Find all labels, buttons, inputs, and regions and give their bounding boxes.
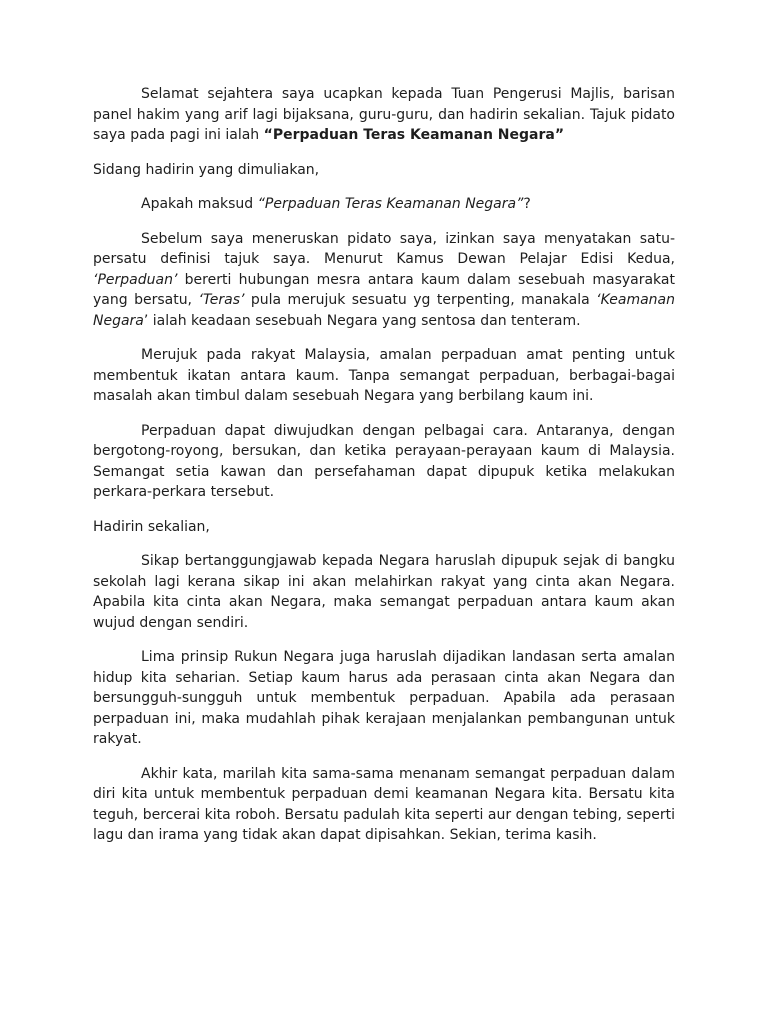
term-keamanan-negara: ‘Keamanan Negara bbox=[93, 292, 676, 329]
paragraph-ways: Perpaduan dapat diwujudkan dengan pelbagai cara. Antaranya, dengan bergotong-royong, bersukan, dan ketika perayaan-perayaan kaum di Malaysia. Semangat setia kawan dan persefahaman dapat dipupuk ketika melakukan perkara-perkara tersebut. bbox=[93, 422, 675, 500]
question-after: ? bbox=[523, 196, 531, 212]
speech-title: “Perpaduan Teras Keamanan Negara” bbox=[263, 127, 565, 143]
paragraph-greeting-1: Sidang hadirin yang dimuliakan, bbox=[93, 161, 320, 178]
term-teras: ‘Teras’ bbox=[198, 292, 245, 308]
question-title: “Perpaduan Teras Keamanan Negara” bbox=[257, 196, 524, 212]
paragraph-malaysia: Merujuk pada rakyat Malaysia, amalan perpaduan amat penting untuk membentuk ikatan antara kaum. Tanpa semangat perpaduan, berbagai-bagai masalah akan timbul dalam sesebuah Negara yang berbilang kaum ini. bbox=[93, 347, 675, 404]
term-perpaduan: ‘Perpaduan’ bbox=[93, 271, 178, 288]
paragraph-responsibility: Sikap bertanggungjawab kepada Negara haruslah dipupuk sejak di bangku sekolah lagi kerana sikap ini akan melahirkan rakyat yang cinta akan Negara. Apabila kita cinta akan Negara, maka semangat perpaduan antara kaum akan wujud dengan sendiri. bbox=[93, 553, 675, 631]
definition-text-3: pula merujuk sesuatu yg terpenting, manakala bbox=[244, 292, 597, 308]
paragraph-opening bbox=[93, 84, 675, 146]
definition-text-1: Sebelum saya meneruskan pidato saya, izinkan saya menyatakan satu-persatu definisi tajuk saya. Menurut Kamus Dewan Pelajar Edisi Kedua, bbox=[93, 230, 675, 267]
definition-text-2: bererti hubungan mesra antara kaum dalam sesebuah masyarakat yang bersatu, bbox=[93, 271, 675, 308]
opening-text: Selamat sejahtera saya ucapkan kepada Tuan Pengerusi Majlis, barisan panel hakim yang arif lagi bijaksana, guru-guru, dan hadirin sekalian. Tajuk pidato saya pada pagi ini ialah bbox=[93, 86, 675, 143]
speech-document bbox=[93, 84, 675, 860]
paragraph-question bbox=[141, 194, 675, 215]
paragraph-closing: Akhir kata, marilah kita sama-sama menanam semangat perpaduan dalam diri kita untuk membentuk perpaduan demi keamanan Negara kita. Bersatu kita teguh, bercerai kita roboh. Bersatu padulah kita seperti aur dengan tebing, seperti lagu dan irama yang tidak akan dapat dipisahkan. Sekian, terima kasih. bbox=[93, 765, 675, 843]
question-before: Apakah maksud bbox=[141, 196, 258, 212]
paragraph-greeting-2: Hadirin sekalian, bbox=[93, 518, 210, 535]
definition-text-4: ’ ialah keadaan sesebuah Negara yang sentosa dan tenteram. bbox=[143, 312, 581, 329]
paragraph-rukun-negara: Lima prinsip Rukun Negara juga haruslah dijadikan landasan serta amalan hidup kita seharian. Setiap kaum harus ada perasaan cinta akan Negara dan bersungguh-sungguh untuk membentuk perpaduan. Apabila ada perasaan perpaduan ini, maka mudahlah pihak kerajaan menjalankan pembangunan untuk rakyat. bbox=[93, 649, 675, 747]
paragraph-definition bbox=[93, 229, 675, 332]
